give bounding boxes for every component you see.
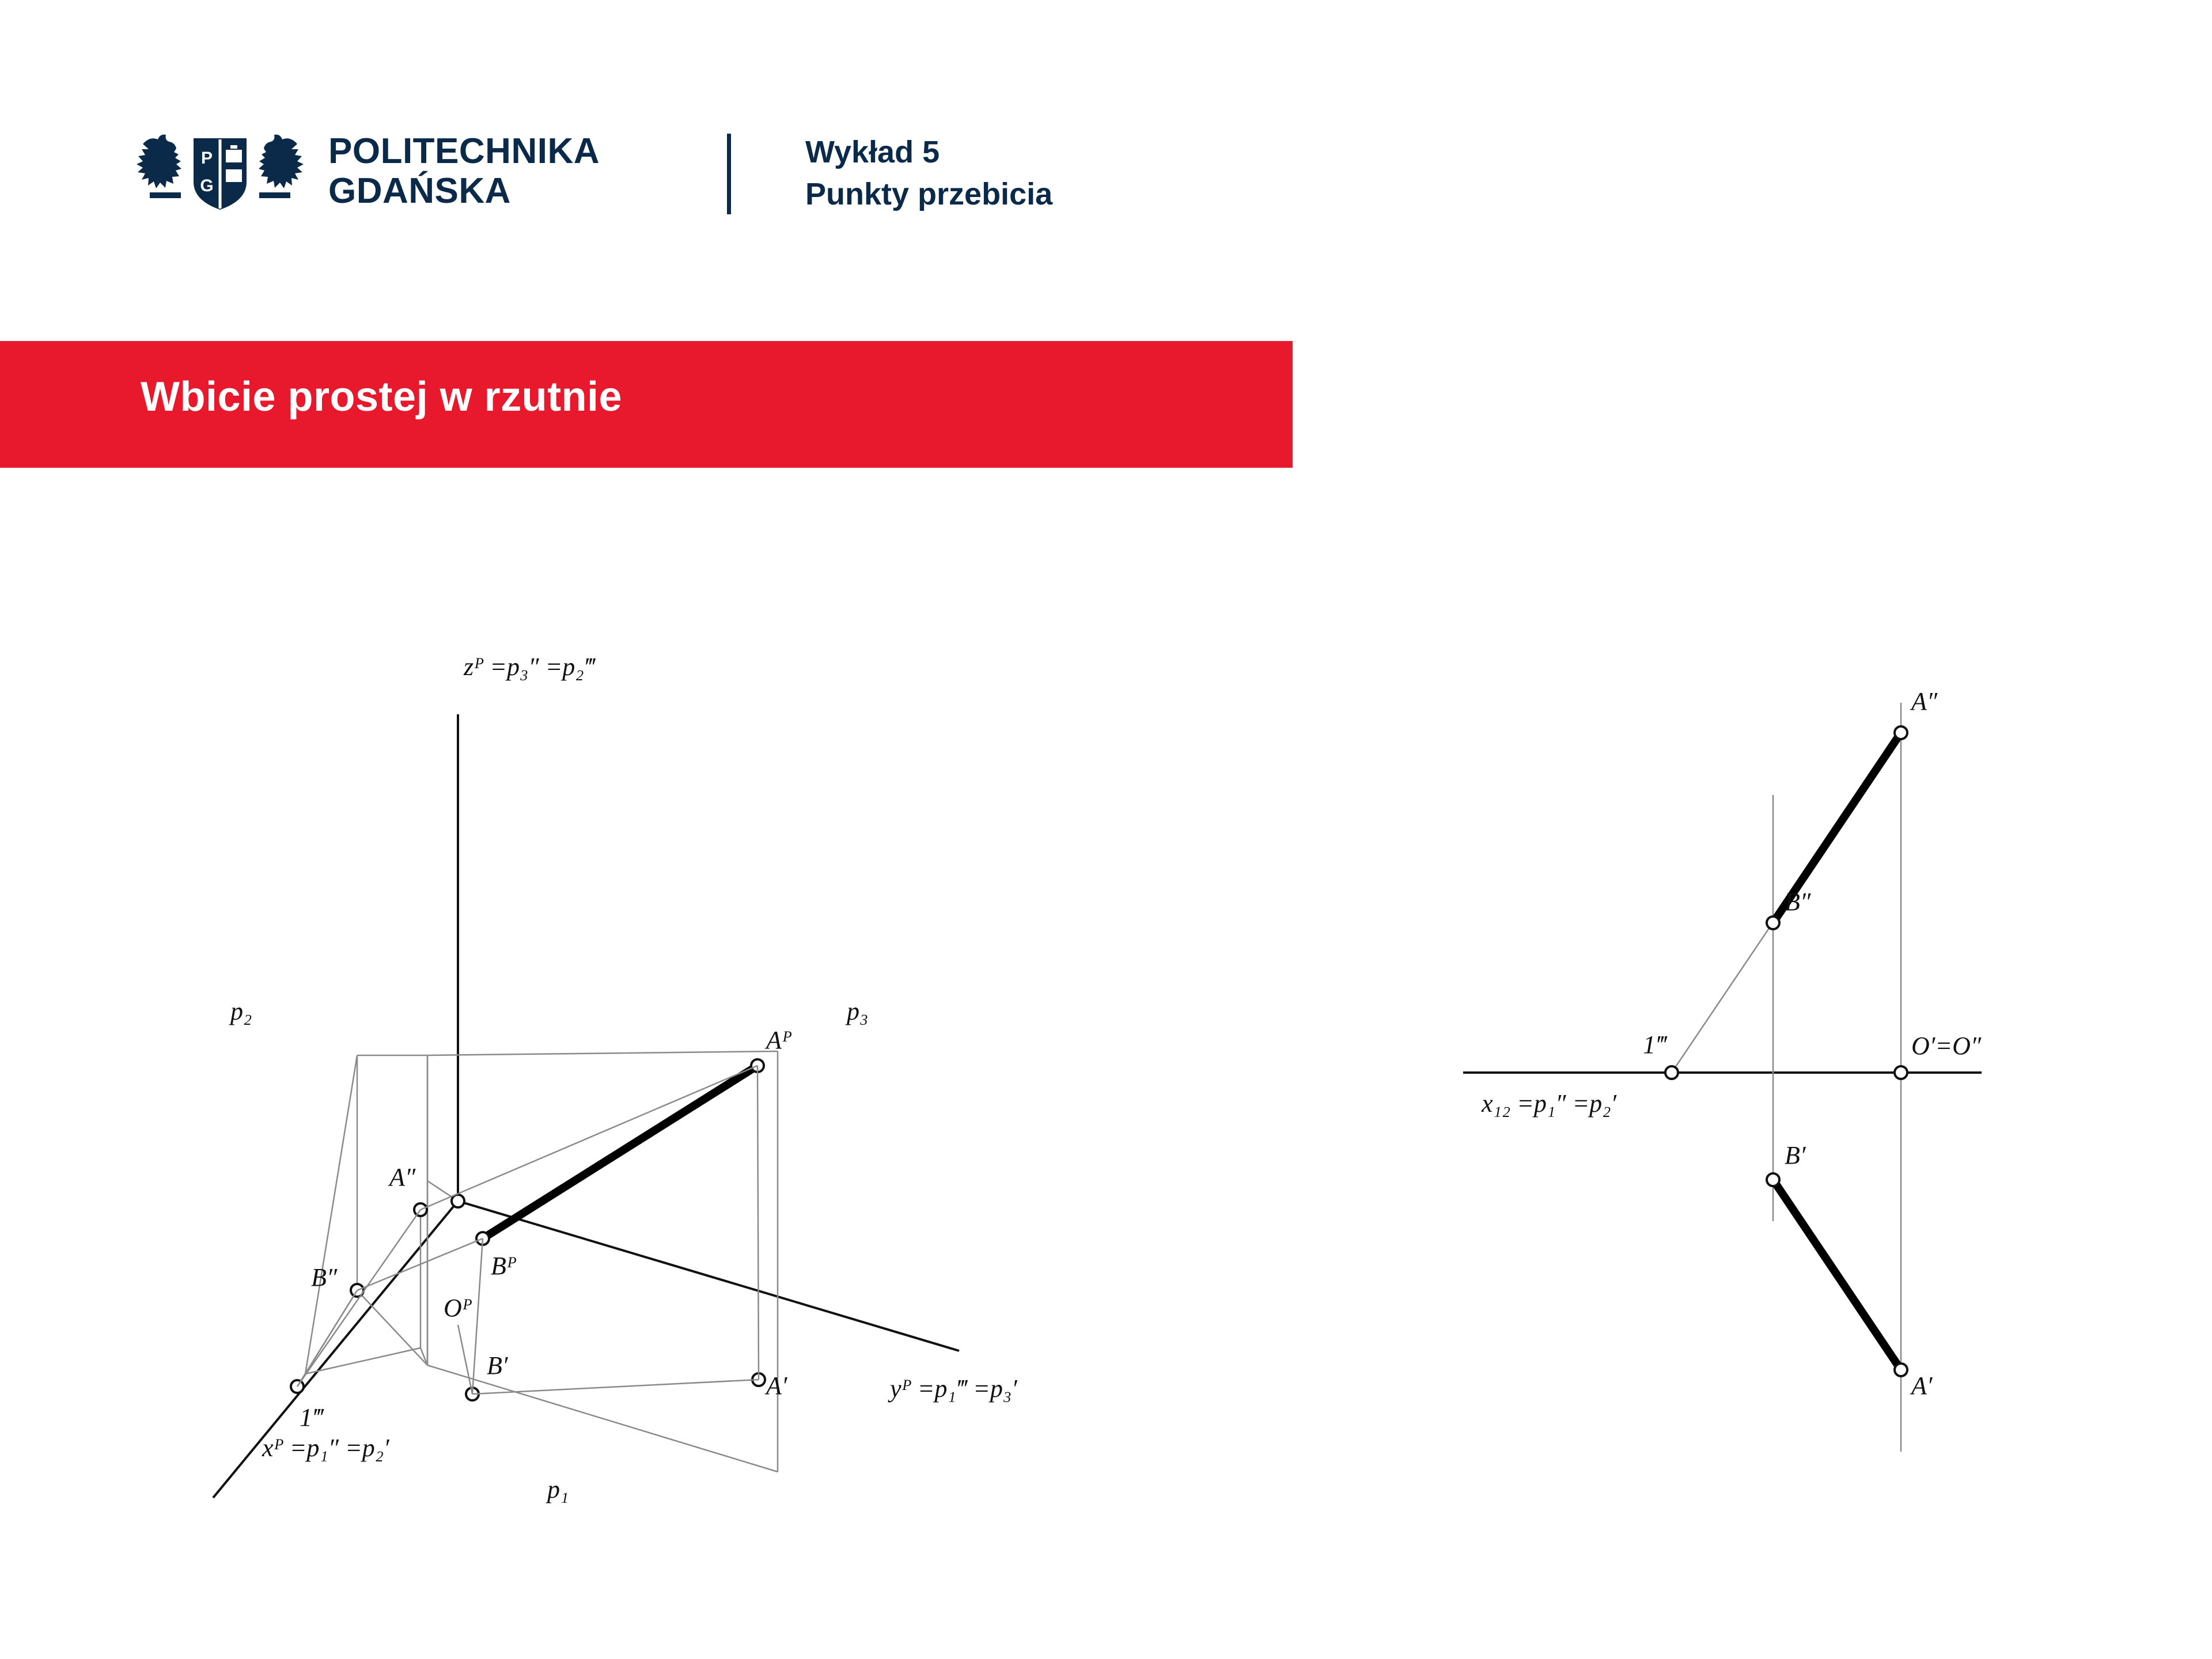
segment-B1-A1-right <box>1773 1180 1901 1370</box>
label-A2-left: A″ <box>389 1163 416 1191</box>
point-markers-right <box>1665 726 1907 1376</box>
label-axis-z: zᴾ =p₃″ =p₂‴ <box>464 653 595 681</box>
label-A1-right: A′ <box>1911 1372 1933 1400</box>
construction-lines-left-2 <box>297 1066 759 1394</box>
point-O-marker-right <box>1895 1066 1907 1079</box>
label-axis-y: yᴾ =p₁‴ =p₃′ <box>890 1374 1017 1403</box>
label-B2-right: B″ <box>1785 888 1811 916</box>
left-diagram <box>213 653 1018 1503</box>
construction-lines-left <box>305 1051 778 1472</box>
point-OP-marker <box>452 1195 464 1207</box>
right-diagram <box>1463 687 1982 1452</box>
point-A1-marker-right <box>1895 1363 1907 1376</box>
university-name <box>328 131 600 211</box>
university-name-line1: POLITECHNIKA <box>328 131 600 171</box>
lecture-number: Wykład 5 <box>805 135 940 169</box>
label-axis-x12: x₁₂ =p₁″ =p₂′ <box>1482 1089 1617 1118</box>
page-header <box>0 0 2212 334</box>
label-AP: Aᴾ <box>766 1026 792 1054</box>
label-A1-left: A′ <box>766 1372 787 1400</box>
segment-AP-BP <box>483 1066 757 1238</box>
label-p3: p₃ <box>847 997 869 1025</box>
label-1third-right: 1‴ <box>1643 1031 1666 1059</box>
label-O-right: O′=O″ <box>1911 1032 1982 1060</box>
point-A2-marker-right <box>1895 726 1907 739</box>
header-divider <box>727 134 731 214</box>
lecture-info <box>805 131 1052 215</box>
point-1third-marker-right <box>1665 1066 1678 1079</box>
figure-area <box>0 472 2212 1659</box>
label-B1-left: B′ <box>487 1351 508 1380</box>
label-A2-right: A″ <box>1911 687 1938 715</box>
label-OP: Oᴾ <box>444 1294 472 1322</box>
label-p2: p₂ <box>230 997 252 1025</box>
descriptive-geometry-drawing <box>0 472 2212 1659</box>
label-BP: Bᴾ <box>491 1252 517 1280</box>
slide-title-band <box>0 341 1293 468</box>
lecture-topic: Punkty przebicia <box>805 176 1053 211</box>
label-p1: p₁ <box>547 1475 569 1503</box>
svg-text:P: P <box>200 149 213 168</box>
label-axis-x: xᴾ =p₁″ =p₂′ <box>262 1434 389 1462</box>
point-B1-marker-right <box>1767 1173 1779 1186</box>
brand-logo <box>134 122 600 220</box>
point-B2-marker-right <box>1767 916 1779 929</box>
university-name-line2: GDAŃSKA <box>328 171 511 211</box>
axis-y <box>458 1201 959 1351</box>
label-1third-left: 1‴ <box>300 1403 323 1431</box>
pg-crest-icon <box>134 122 306 220</box>
label-B2-left: B″ <box>311 1263 338 1291</box>
label-B1-right: B′ <box>1785 1141 1806 1169</box>
svg-text:G: G <box>200 176 214 195</box>
page-title: Wbicie prostej w rzutnie <box>141 374 623 420</box>
point-markers-left <box>291 1059 765 1400</box>
